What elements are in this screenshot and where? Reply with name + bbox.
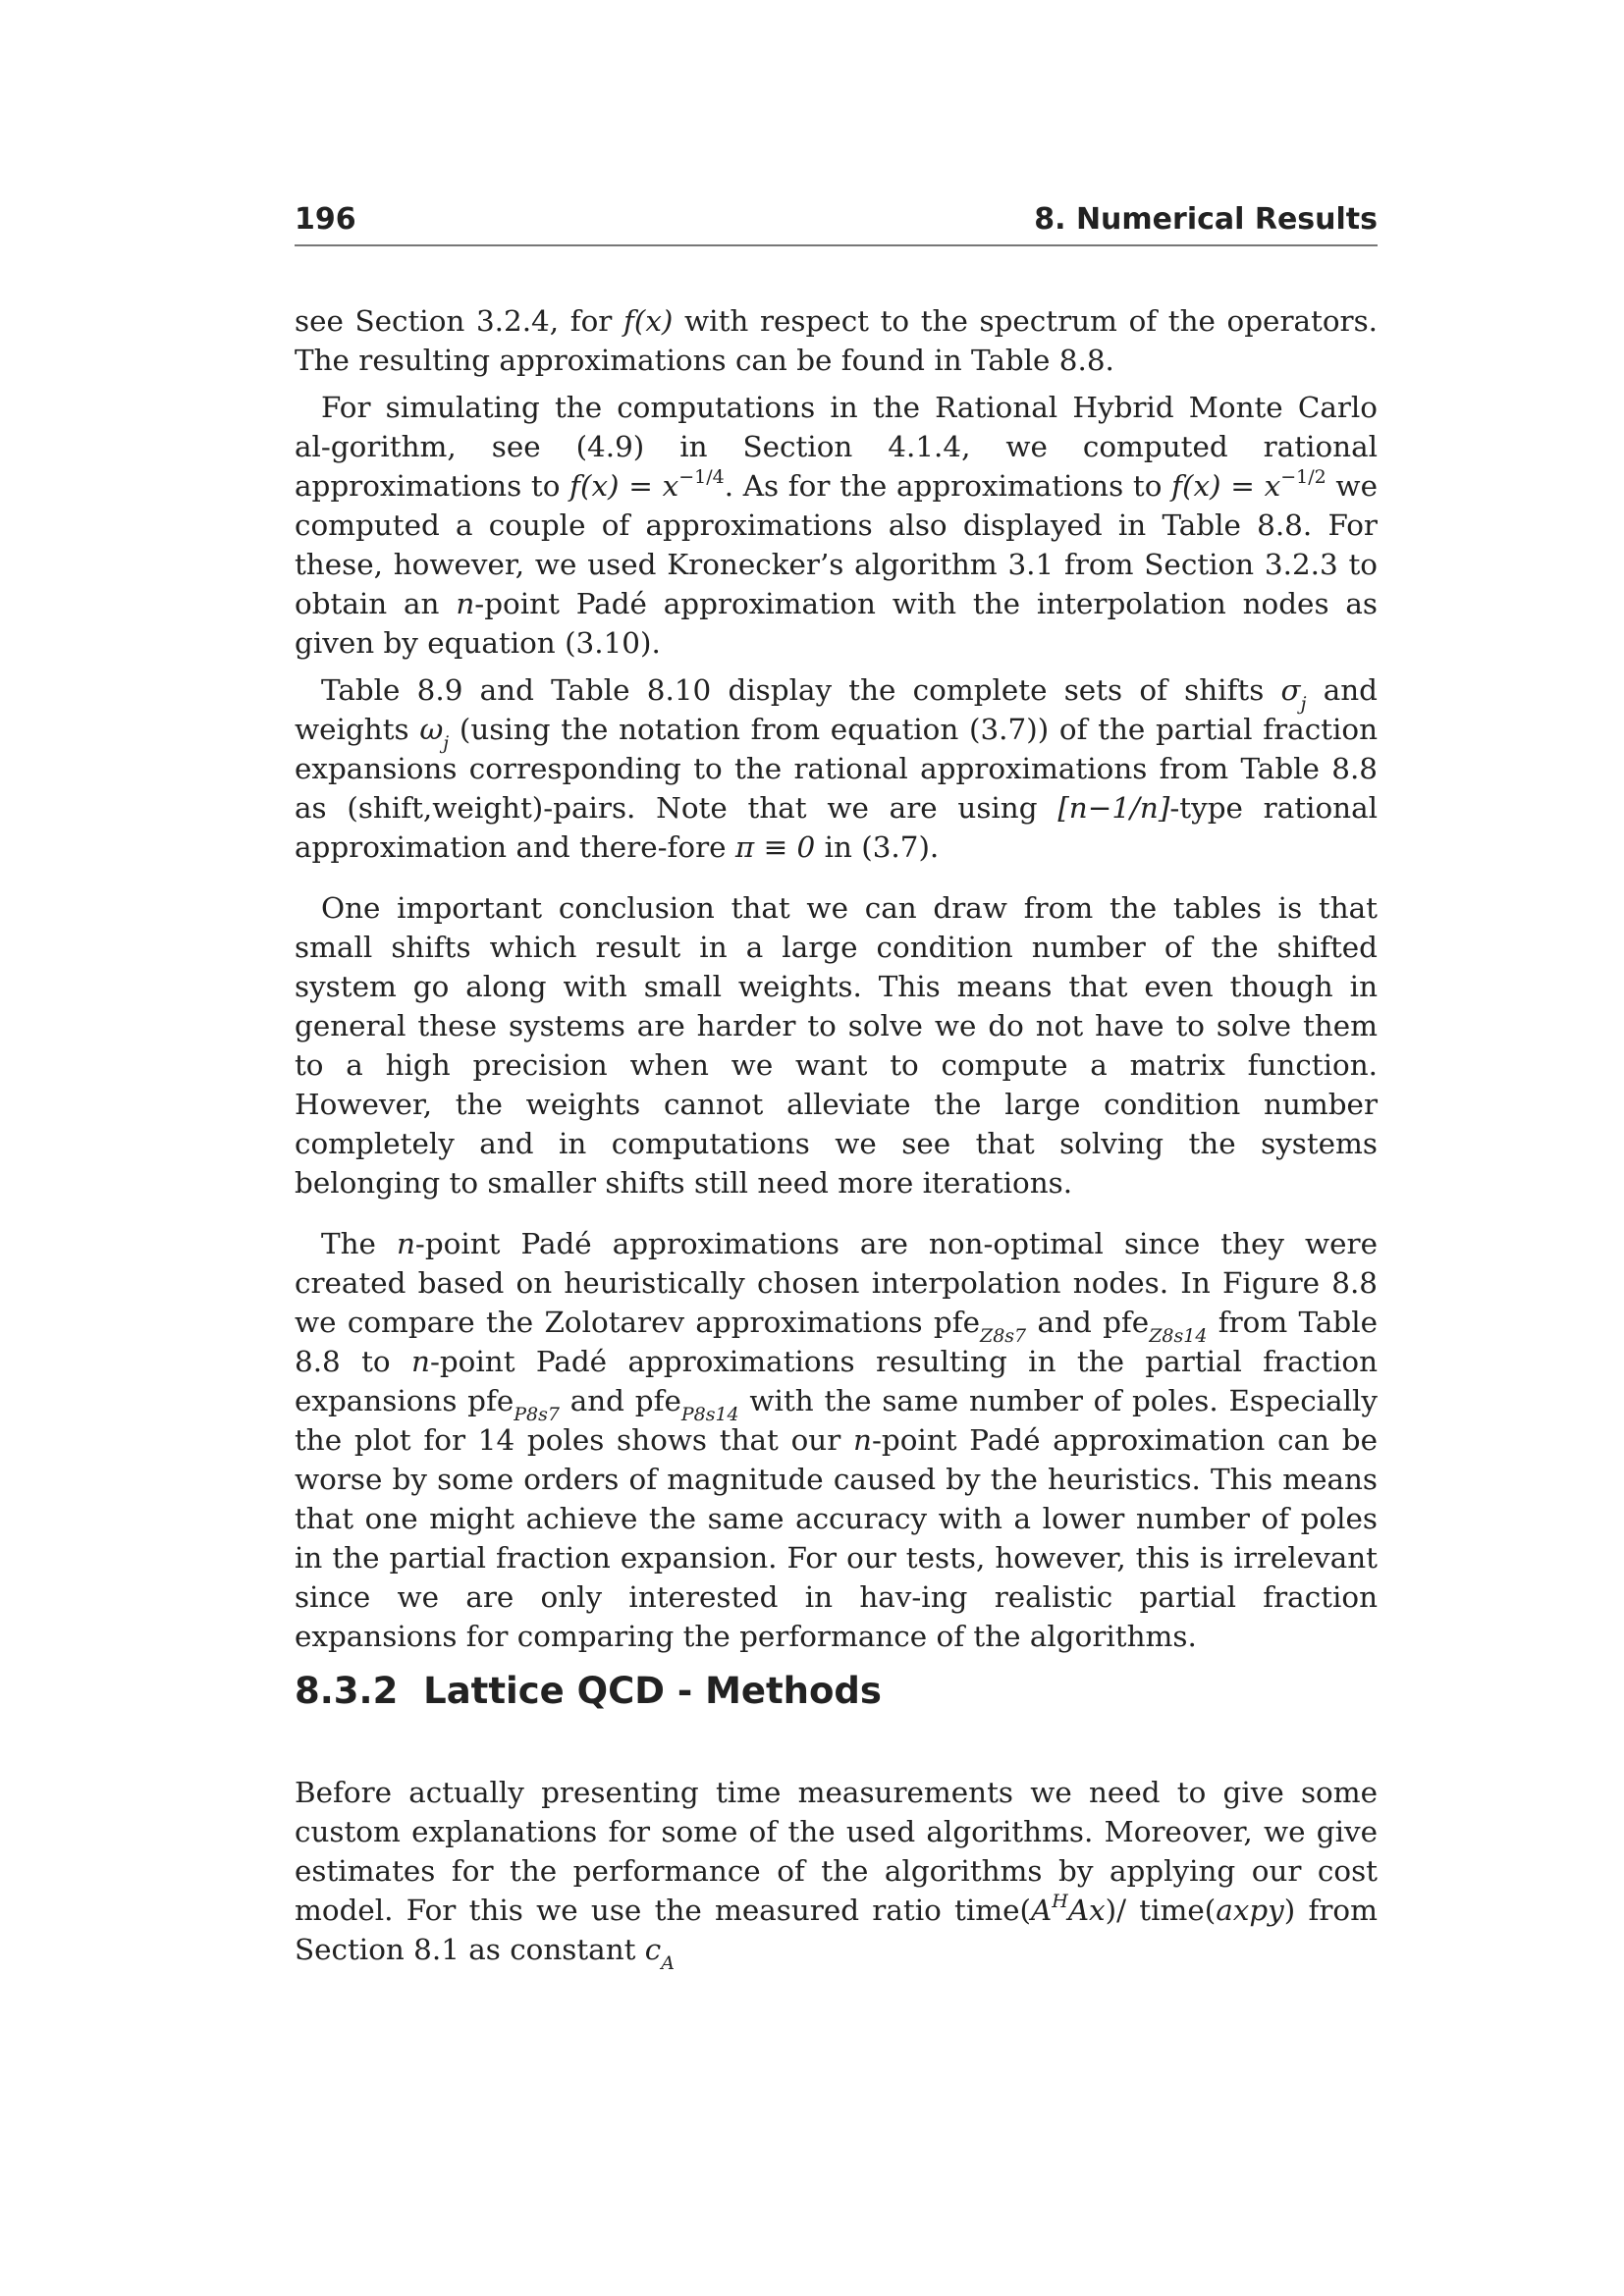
paragraph-1: see Section 3.2.4, for f(x) with respect to the spectrum of the operators. The resulting approximations can be found in Table 8.8. bbox=[295, 304, 1379, 377]
running-header bbox=[295, 199, 1378, 246]
section-heading bbox=[295, 1670, 882, 1712]
body-text-bottom bbox=[295, 1773, 1378, 1974]
paragraph-6: Before actually presenting time measurements we need to give some custom explanations for some of the used algorithms. Moreover, we give estimates for the performance of the algorithms by applying our cost model. For this we use the measured ratio $time(A^HAx)/$ time(axpy) from Section 8.1 as constant $c_A$ bbox=[295, 1776, 1378, 1974]
paragraph-3: Table 8.9 and Table 8.10 display the complete sets of shifts $\sigma_j$ and weights $\omega_j$ (using the notation from equation (3.7)) of the partial fraction expansions corresponding to the rational approximations from Table 8.8 as (shift,weight)-pairs. Note that we are using [n−1/n]-type rational approximation and there-fore π ≡ 0 in (3.7). bbox=[295, 673, 1378, 864]
paragraph-5: The n-point Padé approximations are non-optimal since they were created based on heuristically chosen interpolation nodes. In Figure 8.8 we compare the Zolotarev approximations pfe$_{Z8s7}$ and pfe$_{Z8s14}$ from Table 8.8 to n-point Padé approximations resulting in the partial fraction expansions pfe$_{P8s7}$ and pfe$_{P8s14}$ with the same number of poles. Especially the plot for 14 poles shows that our n-point Padé approximation can be worse by some orders of magnitude caused by the heuristics. This means that one might achieve the same accuracy with a lower number of poles in the partial fraction expansion. For our tests, however, this is irrelevant since we are only interested in hav-ing realistic partial fraction expansions for comparing the performance of the algorithms. bbox=[295, 1227, 1379, 1653]
page-number: 196 bbox=[295, 202, 356, 237]
chapter-title: 8. Numerical Results bbox=[1034, 202, 1378, 237]
paragraph-2: For simulating the computations in the Rational Hybrid Monte Carlo al-gorithm, see (4.9) in Section 4.1.4, we computed rational approximations to $f(x) = x^{-1/4}$. As for the approximations to $f(x) = x^{-1/2}$ we computed a couple of approximations also displayed in Table 8.8. For these, however, we used Kronecker’s algorithm 3.1 from Section 3.2.3 to obtain an n-point Padé approximation with the interpolation nodes as given by equation (3.10). bbox=[295, 391, 1378, 660]
section-title: Lattice QCD - Methods bbox=[423, 1670, 882, 1712]
section-number: 8.3.2 bbox=[295, 1670, 399, 1712]
body-text-top bbox=[295, 301, 1378, 1656]
paragraph-4: One important conclusion that we can draw from the tables is that small shifts which result in a large condition number of the shifted system go along with small weights. This means that even though in general these systems are harder to solve we do not have to solve them to a high precision when we want to compute a matrix function. However, the weights cannot alleviate the large condition number completely and in computations we see that solving the systems belonging to smaller shifts still need more iterations. bbox=[295, 891, 1378, 1200]
